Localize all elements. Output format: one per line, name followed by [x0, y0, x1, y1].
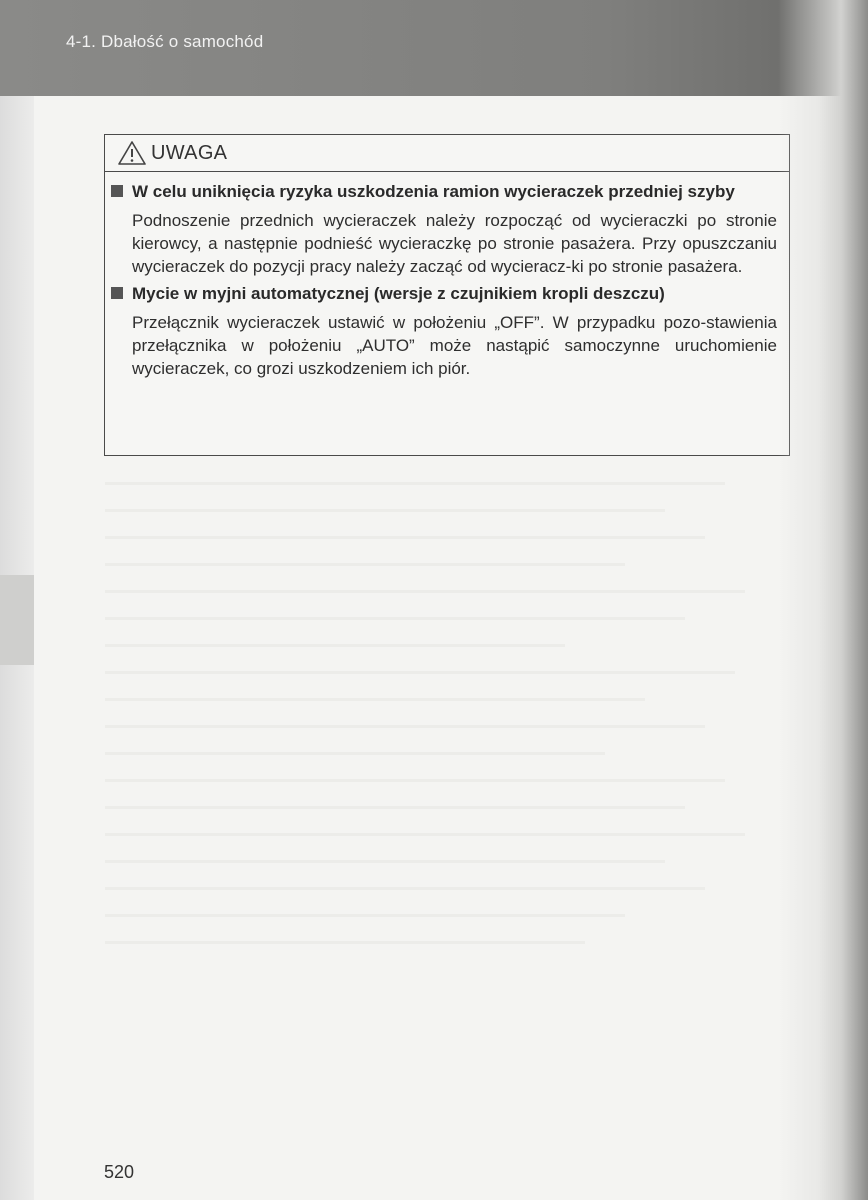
caution-item: [111, 180, 777, 278]
section-title: 4-1. Dbałość o samochód: [66, 32, 264, 51]
bleed-through-background: [105, 470, 755, 956]
caution-title: UWAGA: [151, 141, 228, 164]
heading-text: Mycie w myjni automatycznej (wersje z czujnikiem kropli deszczu): [132, 284, 665, 303]
caution-item: [111, 282, 777, 380]
warning-triangle-icon: [117, 140, 147, 166]
page-binding-shadow: [778, 0, 868, 1200]
square-bullet-icon: [111, 185, 123, 197]
caution-body: [105, 172, 789, 380]
page-number: 520: [104, 1162, 135, 1182]
caution-item-text: Podnoszenie przednich wycieraczek należy rozpocząć od wycieraczki po stronie kierowcy, a następnie podnieść wycieraczkę po stronie pasażera. Przy opuszczaniu wycieraczek do pozycji pracy należy zacząć od wycieracz-ki po stronie pasażera.: [132, 211, 777, 276]
caution-item-heading: [111, 282, 777, 305]
caution-item-text: Przełącznik wycieraczek ustawić w położeniu „OFF”. W przypadku pozo-stawienia przełącznika w położeniu „AUTO” może nastąpić samoczynne uruchomienie wycieraczek, co grozi uszkodzeniem ich piór.: [132, 313, 777, 378]
caution-header: [105, 135, 789, 172]
heading-text: W celu uniknięcia ryzyka uszkodzenia ramion wycieraczek przedniej szyby: [132, 182, 735, 201]
chapter-tab: [0, 575, 34, 665]
caution-item-heading: [111, 180, 777, 203]
page-header: [0, 0, 868, 96]
square-bullet-icon: [111, 287, 123, 299]
caution-box: [104, 134, 790, 456]
